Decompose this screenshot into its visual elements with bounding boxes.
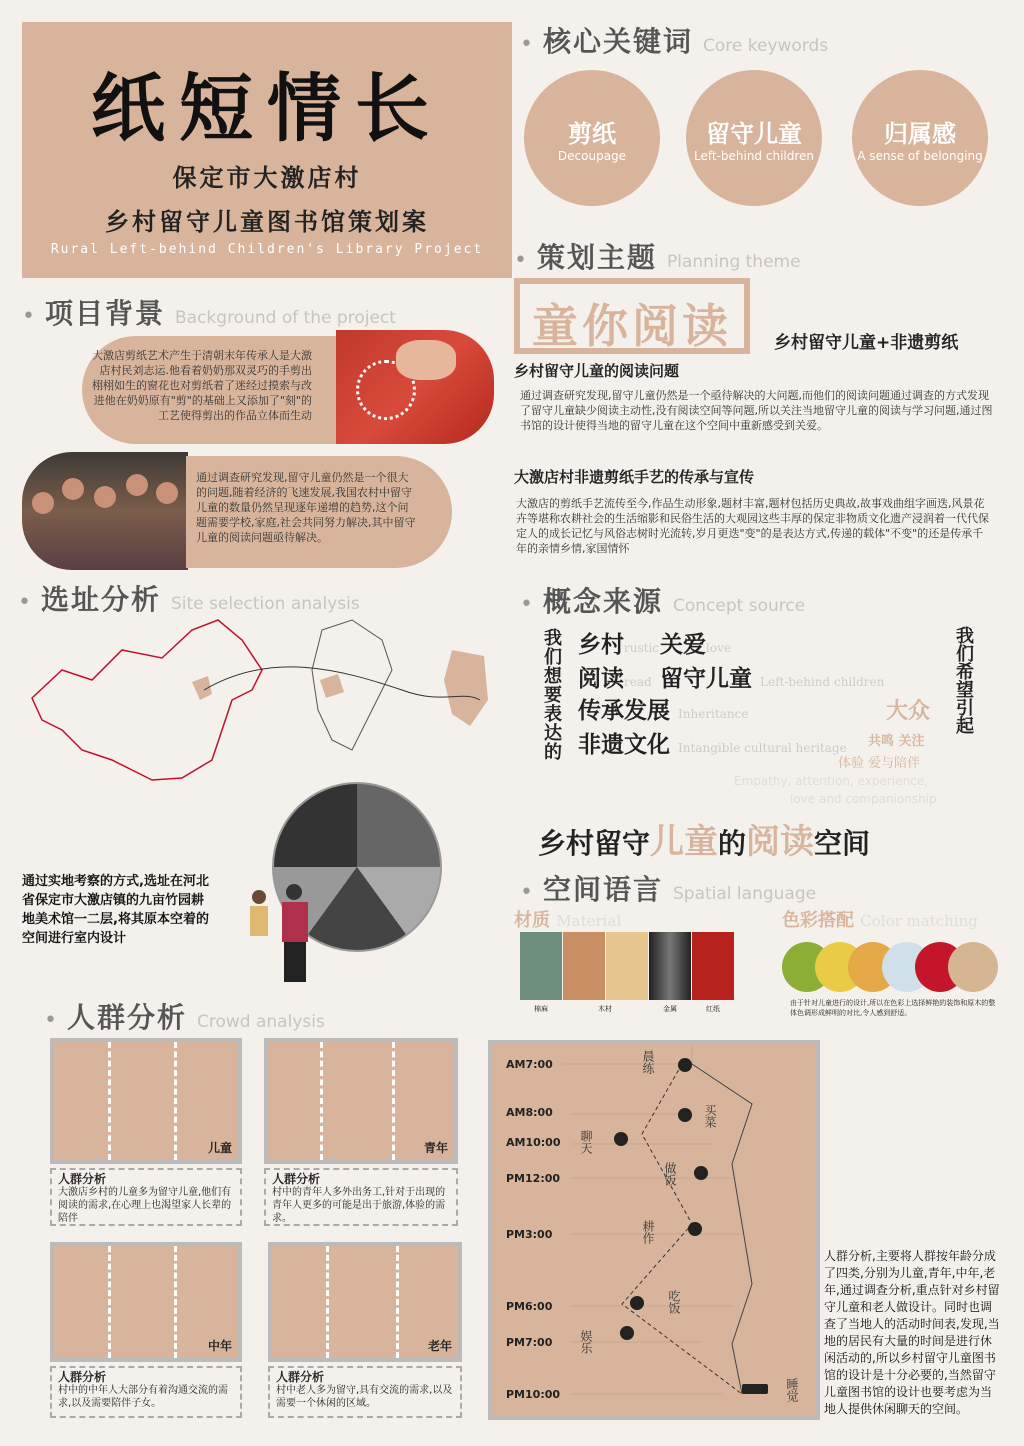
concept-word-rustic: 乡村rustic bbox=[578, 631, 660, 658]
time-label: AM7:00 bbox=[506, 1058, 553, 1071]
bed-icon bbox=[742, 1384, 768, 1394]
concept-left-vertical: 我们想要表达的 bbox=[541, 628, 562, 761]
time-label: PM12:00 bbox=[506, 1172, 561, 1185]
material-swatches bbox=[520, 932, 734, 1016]
swatch-label: 金属 bbox=[663, 1005, 677, 1013]
crowd-text-elderly: 人群分析 村中老人多为留守,具有交流的需求,以及需要一个休闲的区域。 bbox=[268, 1366, 462, 1418]
swatch-brick bbox=[563, 932, 605, 1000]
concept-en-line1: Empathy, attention, experience, bbox=[734, 774, 928, 788]
time-label: PM7:00 bbox=[506, 1336, 553, 1349]
keyword-belonging: 归属感 A sense of belonging bbox=[852, 70, 988, 206]
crowd-label: 儿童 bbox=[207, 1141, 232, 1155]
activity-label: 买菜 bbox=[703, 1104, 717, 1128]
palette-tan bbox=[948, 942, 998, 992]
person-icon bbox=[694, 1166, 708, 1180]
crowd-card-elderly bbox=[268, 1242, 462, 1362]
site-text: 通过实地考察的方式,选址在河北省保定市大激店镇的九亩竹园耕地美术馆一二层,将其原本空着的空间进行室内设计 bbox=[22, 874, 209, 946]
site-map bbox=[22, 610, 502, 810]
swatch-wood bbox=[606, 932, 648, 1000]
crowd-text-middle-aged: 人群分析 村中的中年人大部分有着沟通交流的需求,以及需要陪伴子女。 bbox=[50, 1366, 242, 1418]
time-label: PM6:00 bbox=[506, 1300, 553, 1313]
background-heading: • 项目背景 Background of the project bbox=[22, 297, 396, 330]
crowd-text-children: 人群分析 大激店乡村的儿童多为留守儿童,他们有阅读的需求,在心理上也渴望家人长辈的陪伴 bbox=[50, 1168, 242, 1226]
theme-slogan: 童你阅读 bbox=[532, 299, 732, 353]
concept-word-read: 阅读read bbox=[578, 665, 652, 692]
person-icon bbox=[678, 1108, 692, 1122]
crowd-card-middle-aged bbox=[50, 1242, 242, 1362]
theme-reading-text: 通过调查研究发现,留守儿童仍然是一个亟待解决的大问题,而他们的阅读问题通过调查的方式发现了留守儿童缺少阅读主动性,没有阅读空间等问题,所以关注当地留守儿童的阅读与学习问题,通过图书馆的设计使得当地的留守儿童在这个空间中重新感受到关爱。 bbox=[520, 389, 993, 432]
swatch-label: 棉麻 bbox=[534, 1005, 548, 1013]
color-note: 由于针对儿童进行的设计,所以在色彩上选择鲜艳的装饰和原木的整体色调形成鲜明的对比,令人感到舒适。 bbox=[790, 999, 996, 1017]
connector-line bbox=[204, 667, 480, 700]
concept-en-line2: love and companionship bbox=[790, 792, 937, 806]
theme-heading-reading: 乡村留守儿童的阅读问题 bbox=[514, 362, 680, 380]
site-heading: • 选址分析 Site selection analysis bbox=[18, 583, 360, 616]
person-icon bbox=[630, 1296, 644, 1310]
concept-public: 大众 bbox=[886, 698, 931, 724]
walking-figures bbox=[246, 880, 336, 992]
crowd-card-children bbox=[50, 1038, 242, 1164]
china-map-outline bbox=[32, 620, 262, 780]
title-location: 保定市大激店村 bbox=[172, 163, 362, 192]
swatch-label: 红纸 bbox=[706, 1005, 720, 1013]
swatch-linen bbox=[520, 932, 562, 1000]
theme-heading: • 策划主题 Planning theme bbox=[514, 241, 801, 274]
crowd-card-youth bbox=[264, 1038, 458, 1164]
concept-right-vertical: 我们希望引起 bbox=[953, 626, 974, 734]
crowd-label: 青年 bbox=[423, 1141, 448, 1155]
swatch-metal bbox=[649, 932, 691, 1000]
color-heading: 色彩搭配 Color matching bbox=[782, 910, 978, 931]
activity-label: 做饭 bbox=[663, 1162, 677, 1186]
material-heading: 材质 Material bbox=[514, 910, 622, 931]
theme-heading-papercut: 大激店村非遗剪纸手艺的传承与宣传 bbox=[514, 468, 755, 486]
time-label: AM8:00 bbox=[506, 1106, 553, 1119]
background-text-1: 大激店剪纸艺术产生于清朝末年传承人是大激店村民刘志运.他看着奶奶那双灵巧的手剪出栩栩如生的窗花也对剪纸着了迷经过摸索与改进他在奶奶原有"剪"的基础上又添加了"刻"的工艺使得剪出的作品立体而生动 bbox=[92, 349, 312, 422]
keyword-left-behind-children: 留守儿童 Left-behind children bbox=[686, 70, 822, 206]
activity-label: 耕作 bbox=[641, 1220, 655, 1244]
time-label: AM10:00 bbox=[506, 1136, 561, 1149]
concept-word-inheritance: 传承发展 Inheritance bbox=[578, 697, 749, 724]
baoding-highlight bbox=[320, 674, 344, 698]
children-group-photo bbox=[22, 452, 188, 570]
concept-statement: 乡村留守儿童的阅读空间 bbox=[538, 822, 871, 862]
swatch-label: 木材 bbox=[598, 1005, 612, 1013]
person-icon bbox=[614, 1132, 628, 1146]
time-label: PM3:00 bbox=[506, 1228, 553, 1241]
page-title: 纸短情长 bbox=[91, 66, 443, 152]
crowd-label: 老年 bbox=[427, 1339, 452, 1353]
crowd-summary: 人群分析,主要将人群按年龄分成了四类,分别为儿童,青年,中年,老年,通过调查分析,重点针对乡村留守儿童和老人做设计。同时也调查了当地人的活动时间表,发现,当地的居民有大量的时间是进行休闲活动的,所以乡村留守儿童图书馆的设计是十分必要的,当然留守儿童图书馆的设计也要考虑为当地人提供休闲聊天的空间。 bbox=[824, 1249, 1000, 1416]
person-icon bbox=[620, 1326, 634, 1340]
theme-slogan-box bbox=[514, 278, 750, 354]
background-text-2: 通过调查研究发现,留守儿童仍然是一个很大的问题,随着经济的飞速发展,我国农村中留守儿童的数量仍然呈现逐年递增的趋势,这个问题需要学校,家庭,社会共同努力解决,其中留守儿童的阅读问题亟待解决。 bbox=[196, 471, 416, 544]
crowd-label: 中年 bbox=[207, 1339, 232, 1353]
activity-label: 聊天 bbox=[579, 1130, 593, 1154]
activity-label: 吃饭 bbox=[667, 1290, 681, 1314]
theme-tagline: 乡村留守儿童+非遗剪纸 bbox=[774, 333, 959, 353]
concept-word-love: 关爱love bbox=[660, 631, 731, 658]
concept-experience: 体验 爱与陪伴 bbox=[838, 756, 921, 771]
activity-label: 娱乐 bbox=[579, 1330, 593, 1354]
village-highlight bbox=[444, 650, 488, 726]
spatial-heading: • 空间语言 Spatial language bbox=[520, 873, 817, 906]
papercut-photo bbox=[336, 330, 494, 444]
title-english: Rural Left-behind Children's Library Project bbox=[50, 242, 484, 257]
title-project: 乡村留守儿童图书馆策划案 bbox=[105, 207, 429, 236]
concept-word-children: 留守儿童 Left-behind children bbox=[660, 665, 885, 692]
activity-label: 睡觉 bbox=[785, 1378, 799, 1402]
hebei-highlight bbox=[192, 676, 212, 700]
color-palette bbox=[782, 942, 998, 992]
crowd-text-youth: 人群分析 村中的青年人多外出务工,针对于出现的青年人更多的可能是出于旅游,体验的需求。 bbox=[264, 1168, 458, 1226]
person-icon bbox=[688, 1222, 702, 1236]
activity-label: 晨练 bbox=[641, 1050, 655, 1074]
person-icon bbox=[678, 1058, 692, 1072]
keyword-decoupage: 剪纸 Decoupage bbox=[524, 70, 660, 206]
title-block bbox=[22, 22, 512, 278]
theme-papercut-text: 大激店的剪纸手艺流传至今,作品生动形象,题材丰富,题材包括历史典故,故事戏曲组字画迭,风景花卉等堪称农耕社会的生活缩影和民俗生活的大观园这些丰厚的保定非物质文化遗产浸润着一代代保定人的成长记忆与风俗志树时光流转,岁月更迭"变"的是表达方式,传递的载体"不变"的还是传承千年的亲情乡情,家国情怀 bbox=[516, 497, 989, 555]
keywords-heading: • 核心关键词 Core keywords bbox=[520, 25, 829, 58]
time-label: PM10:00 bbox=[506, 1388, 561, 1401]
activity-timeline bbox=[488, 1040, 820, 1420]
concept-heading: • 概念来源 Concept source bbox=[520, 585, 806, 618]
concept-word-heritage: 非遗文化 Intangible cultural heritage bbox=[578, 731, 847, 758]
crowd-heading: • 人群分析 Crowd analysis bbox=[44, 1001, 325, 1034]
concept-resonate: 共鸣 关注 bbox=[868, 734, 925, 749]
swatch-redpaper bbox=[692, 932, 734, 1000]
